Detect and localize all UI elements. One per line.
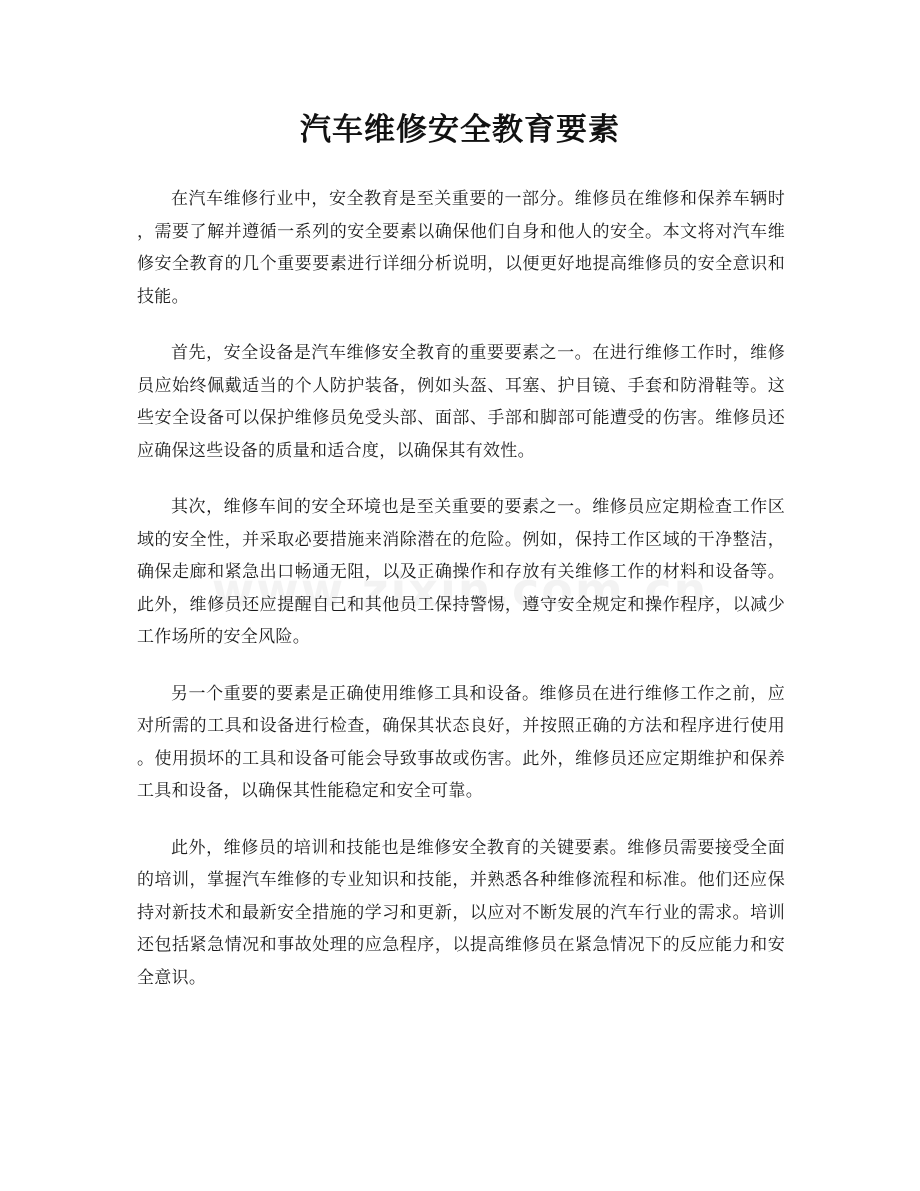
paragraph-intro: 在汽车维修行业中，安全教育是至关重要的一部分。维修员在维修和保养车辆时，需要了解并遵循一系列的安全要素以确保他们自身和他人的安全。本文将对汽车维修安全教育的几个重要要素进行详细分析说明，以便更好地提高维修员的安全意识和技能。 [137, 189, 785, 307]
paragraph-training-skills: 此外，维修员的培训和技能也是维修安全教育的关键要素。维修员需要接受全面的培训，掌握汽车维修的专业知识和技能，并熟悉各种维修流程和标准。他们还应保持对新技术和最新安全措施的学习和更新，以应对不断发展的汽车行业的需求。培训还包括紧急情况和事故处理的应急程序，以提高维修员在紧急情况下的反应能力和安全意识。 [137, 837, 785, 988]
document-body [137, 183, 785, 1018]
paragraph-workshop-environment: 其次，维修车间的安全环境也是至关重要的要素之一。维修员应定期检查工作区域的安全性，并采取必要措施来消除潜在的危险。例如，保持工作区域的干净整洁，确保走廊和紧急出口畅通无阻，以及正确操作和存放有关维修工作的材料和设备等。此外，维修员还应提醒自己和其他员工保持警惕，遵守安全规定和操作程序，以减少工作场所的安全风险。 [137, 497, 785, 647]
document-title: 汽车维修安全教育要素 [300, 112, 620, 148]
paragraph-safety-equipment: 首先，安全设备是汽车维修安全教育的重要要素之一。在进行维修工作时，维修员应始终佩戴适当的个人防护装备，例如头盔、耳塞、护目镜、手套和防滑鞋等。这些安全设备可以保护维修员免受头部、面部、手部和脚部可能遭受的伤害。维修员还应确保这些设备的质量和适合度，以确保其有效性。 [137, 343, 785, 461]
paragraph-tools-equipment: 另一个重要的要素是正确使用维修工具和设备。维修员在进行维修工作之前，应对所需的工具和设备进行检查，确保其状态良好，并按照正确的方法和程序进行使用。使用损坏的工具和设备可能会导致事故或伤害。此外，维修员还应定期维护和保养工具和设备，以确保其性能稳定和安全可靠。 [137, 683, 785, 801]
